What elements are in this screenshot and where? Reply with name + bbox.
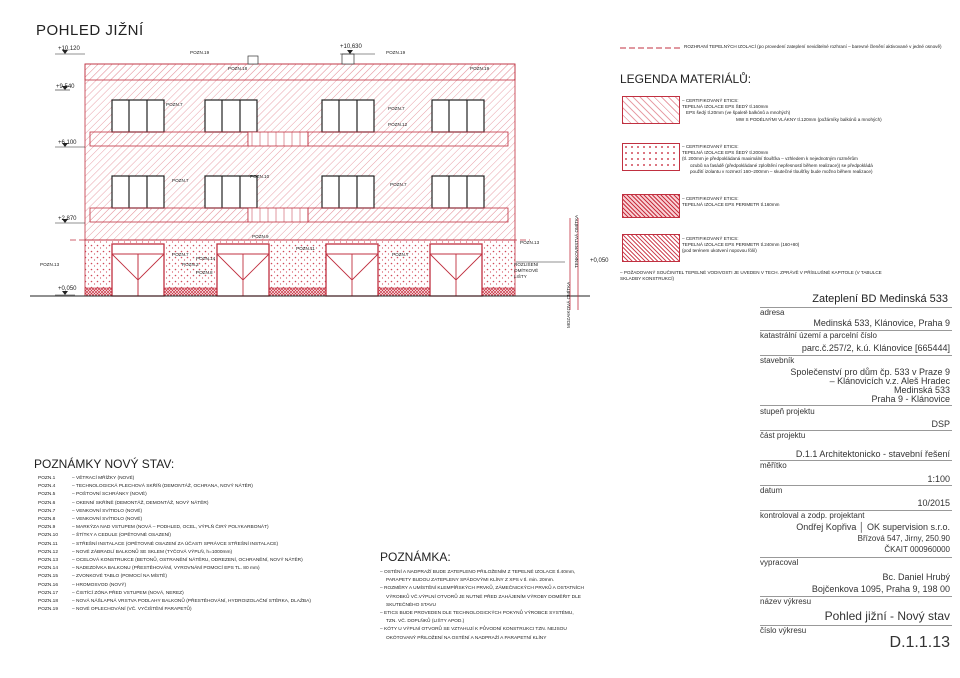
- position-label: POZN.11: [296, 246, 315, 251]
- tb-label-part: část projektu: [760, 431, 806, 440]
- tb-value-scale: 1:100: [927, 474, 950, 484]
- note-row: POZN.13 – OCELOVÁ KONSTRUKCE (BETONŮ, OSTRANĚNÍ NÁTĚRU, ODREZENÍ, OCHRANĚNÍ, NOVÝ NÁTĚR): [38, 558, 303, 564]
- level-label: +0,050: [590, 258, 609, 264]
- legend-footnote: – POŽADOVANÝ SOUČINITEL TEPELNÉ VODIVOSTI JE UVEDEN V TECH. ZPRÁVĚ V PŘÍSLUŠNÉ KAPITOLE (V TABULCE SKLADBY KONSTRUKCÍ): [620, 270, 882, 282]
- side-label-thin-plaster: TENKOVRSTVÁ OMÍTKA: [574, 214, 579, 268]
- position-label: POZN.19: [190, 50, 210, 55]
- notes-new-title: POZNÁMKY NOVÝ STAV:: [34, 457, 175, 471]
- tb-label-drawing-name: název výkresu: [760, 597, 812, 606]
- note-row: POZN.17 – ČISTÍCÍ ZÓNA PŘED VSTUPEM (NOVÁ, NEREZ): [38, 590, 184, 596]
- note-row: POZN.1 – VĚTRACÍ MŘÍŽKY (NOVÉ): [38, 476, 135, 481]
- note-row: POZN.12 – NOVÉ ZÁBRADLÍ BALKONŮ SE SKLEM (TYČOVÁ VÝPLŇ, h=1000mm): [38, 549, 233, 555]
- tb-label-investor: stavebník: [760, 356, 795, 365]
- legend-swatch-hatch-dense: [622, 234, 680, 262]
- position-label: POZN.8: [196, 270, 213, 275]
- position-label: POZN.7: [390, 182, 407, 187]
- note-row: [38, 623, 311, 631]
- note-list: [380, 569, 584, 643]
- position-label: POZN.7: [166, 102, 183, 107]
- note-row: POZN.15 – ZVONKOVÉ TABLO (POMOCÍ NA MÍSTĚ): [38, 574, 167, 580]
- tb-value-checked-1: Ondřej Kopřiva │ OK supervision s.r.o.: [796, 522, 950, 532]
- note-row: POZN.14 – NADEZDÍVKA BALKONU (PŘESTĚHOVÁNÍ, VYROVNÁNÍ POMOCÍ EPS TL. 80 mm): [38, 566, 260, 572]
- legend-swatch-cross: [622, 194, 680, 218]
- tb-value-checked-3: ČKAIT 000960000: [884, 545, 950, 554]
- level-label: +9,540: [56, 84, 75, 90]
- legend-item-1: – CERTIFIKOVANÝ ETICS: TEPELNÁ IZOLACE EPS ŠEDÝ tl.160mm EPS šedý tl.20mm (ve špaletě balkónů a mnohých) MW S PODÉLNÝMI VLÁKNY tl.120mm (požárníky balkónů a mnohých): [682, 98, 882, 122]
- legend-swatch-dots: [622, 143, 680, 171]
- note-row: POZN.18 – NOVÁ NÁŠLAPNÁ VRSTVA PODLAHY BALKONŮ (PŘESTĚHOVÁNÍ, HYDROIZOLAČNÍ STĚRKA, DLAŽBA): [38, 599, 311, 605]
- position-label: POZN.7: [392, 252, 409, 257]
- dividing-line-symbol: [620, 45, 680, 51]
- note-title: POZNÁMKA:: [380, 550, 451, 564]
- tb-value-part: D.1.1 Architektonicko - stavební řešení: [795, 449, 950, 459]
- note-row: POZN.16 – HROMOSVOD (NOVÝ): [38, 582, 127, 588]
- tb-value-author-2: Bojčenkova 1095, Praha 9, 198 00: [811, 584, 950, 594]
- tb-value-investor-4: Praha 9 - Klánovice: [871, 394, 950, 404]
- position-label: POZN.9: [252, 234, 269, 239]
- tb-label-address: adresa: [760, 308, 785, 317]
- level-label: +6,100: [58, 140, 77, 146]
- position-label: POZN.13: [520, 240, 540, 245]
- position-label: POZN.7: [172, 252, 189, 257]
- tb-value-stage: DSP: [931, 419, 950, 429]
- position-label: POZN.10: [250, 174, 270, 179]
- position-label: POZN.14: [196, 256, 216, 261]
- tb-value-cadastre: parc.č.257/2, k.ú. Klánovice [665444]: [801, 343, 950, 353]
- position-label: POZN.12: [388, 122, 408, 127]
- note-row: POZN.7 – VENKOVNÍ SVÍTIDLO (NOVÉ): [38, 508, 143, 514]
- project-title: Zateplení BD Medinská 533: [812, 293, 948, 305]
- position-label: POZN.7: [388, 106, 405, 111]
- note-row: POZN.6 – OKENNÍ SKŘÍNĚ (DEMONTÁŽ, DEMONTÁŽ, NOVÝ NÁTĚR): [38, 500, 209, 506]
- level-label: +10,630: [340, 44, 362, 50]
- tb-label-drawing-number: číslo výkresu: [760, 626, 807, 635]
- tb-label-checked: kontroloval a zodp. projektant: [760, 511, 865, 520]
- tb-value-investor-3: Medinská 533: [893, 385, 950, 395]
- legend-item-2: – CERTIFIKOVANÝ ETICS: TEPELNÁ IZOLACE EPS ŠEDÝ tl.200mm (tl. 200mm je předpokládaná maximální tloušťka – vzhledem k nejednotným rozměrům ozubů na fasádě (předpokládané zploštění nepřesností během realizace)) se předpokládá použití izolantu v rozmezí 160–200mm – skutečné tloušťky bude možno během realizace): [682, 144, 873, 174]
- tb-value-drawing-number: D.1.1.13: [889, 634, 950, 651]
- tb-label-cadastre: katastrální území a parcelní číslo: [760, 331, 877, 340]
- position-label: POZN.13: [40, 262, 60, 267]
- legend-item-4: – CERTIFIKOVANÝ ETICS: TEPELNÁ IZOLACE EPS PERIMETR tl.240mm (160+80) (pod terénem ukotvení nopovou fólií): [682, 236, 800, 254]
- position-label: POZN.19: [470, 66, 490, 71]
- note-line: – OSTĚNÍ A NADPRAŽÍ BUDE ZATEPLENO PŘILOŽENÍM Z TEPELNÉ IZOLACE tl.40mm,: [380, 570, 576, 575]
- tb-label-scale: měřítko: [760, 461, 787, 470]
- legend-item-3: – CERTIFIKOVANÝ ETICS: TEPELNÁ IZOLACE EPS PERIMETR tl.160mm: [682, 196, 780, 208]
- tb-value-checked-2: Břízová 547, Jirny, 250.90: [857, 534, 950, 543]
- tb-label-stage: stupeň projektu: [760, 407, 815, 416]
- legend-title: LEGENDA MATERIÁLŮ:: [620, 72, 752, 86]
- side-label-cornice: ROZLIŠENÍ OMÍTKOVÉ LIŠTY: [514, 262, 539, 280]
- legend-swatch-hatch-light: [622, 96, 680, 124]
- note-line: OKÓTOVANÝ PŘILOŽENÍ NA OSTĚNÍ A NADPRAŽÍ A PARAPETNÍ KLÍNY: [386, 635, 547, 641]
- side-label-mosaic-plaster: MOZAIKOVÁ OMÍTKA: [566, 281, 571, 328]
- tb-value-date: 10/2015: [917, 498, 950, 508]
- note-row: POZN.11 – STŘEŠNÍ INSTALACE (OPĚTOVNÉ OSAZENÍ ZA ÚČASTI SPRÁVCE STŘEŠNÍ INSTALACE): [38, 541, 279, 547]
- note-row: POZN.10 – ŠTÍTKY A CEDULE (OPĚTOVNÉ OSAZENÍ): [38, 533, 171, 539]
- notes-new-list: [38, 475, 311, 631]
- tb-value-author-1: Bc. Daniel Hrubý: [882, 572, 950, 582]
- tb-value-investor-1: Společenství pro dům čp. 533 v Praze 9: [790, 367, 950, 377]
- position-label: POZN.18: [228, 66, 248, 71]
- level-label: +0,050: [58, 286, 77, 292]
- tb-label-author: vypracoval: [760, 558, 799, 567]
- note-line: SKUTEČNÉHO STAVU: [386, 602, 436, 608]
- note-line: – ROZMĚRY A UMÍSTĚNÍ KLEMPÍŘSKÝCH PRVKŮ, ZÁMEČNICKÝCH PRVKŮ A OSTATNÍCH: [380, 586, 584, 592]
- note-line: PARAPETY BUDOU ZATEPLENY SPÁDOVÝMI KLÍNY Z XPS v tl. min. 20mm.: [386, 578, 555, 584]
- note-line: TZN. VČ. DOPLŇKŮ (LIŠTY APOD.): [386, 619, 465, 625]
- tb-value-drawing-name: Pohled jižní - Nový stav: [824, 609, 950, 623]
- level-label: +2,870: [58, 216, 77, 222]
- view-title: POHLED JIŽNÍ: [36, 22, 144, 39]
- tb-label-date: datum: [760, 486, 783, 495]
- tb-value-investor-2: – Klánovicích v.z. Aleš Hradec: [829, 376, 950, 386]
- note-line: – ETICS BUDE PROVEDEN DLE TECHNOLOGICKÝCH POKYNŮ VÝROBCE SYSTÉMU,: [380, 611, 574, 617]
- position-label: POZN.3: [182, 262, 199, 267]
- note-row: POZN.8 – VENKOVNÍ SVÍTIDLO (NOVÉ): [38, 517, 143, 523]
- note-row: POZN.4 – TECHNOLOGICKÁ PLECHOVÁ SKŘÍŇ (DEMONTÁŽ, OCHRANA, NOVÝ NÁTĚR): [38, 484, 253, 490]
- position-label: POZN.7: [172, 178, 189, 183]
- note-row: POZN.19 – NOVÉ OPLECHOVÁNÍ (VČ. VYČIŠTĚNÍ PARAPETŮ): [38, 607, 192, 613]
- note-line: – KÓTY U VÝPLNÍ OTVORŮ SE VZTAHUJÍ K PŮVODNÍ KONSTRUKCI TZN. NEJSOU: [380, 627, 567, 633]
- note-row: POZN.5 – POŠTOVNÍ SCHRÁNKY (NOVÉ): [38, 492, 147, 498]
- dividing-line-note: ROZHRANÍ TEPELNÝCH IZOLACÍ (po provedení zateplení neviditelné rozhraní – barevné členění aktivované v jedné osnově): [684, 44, 942, 49]
- note-line: VÝROBKŮ VČ.VÝPLNÍ OTVORŮ JE NUTNÉ PŘED ZAHÁJENÍM VÝROBY DOMĚŘIT DLE: [386, 594, 581, 600]
- tb-value-address: Medinská 533, Klánovice, Praha 9: [813, 318, 950, 328]
- note-row: POZN.9 – MARKÝZA NAD VSTUPEM (NOVÁ – PODHLED, OCEL, VÝPLŇ ČIRÝ POLYKARBONÁT): [38, 525, 269, 531]
- note-row: [38, 614, 311, 622]
- position-label: POZN.19: [386, 50, 406, 55]
- level-label: +10,120: [58, 46, 80, 52]
